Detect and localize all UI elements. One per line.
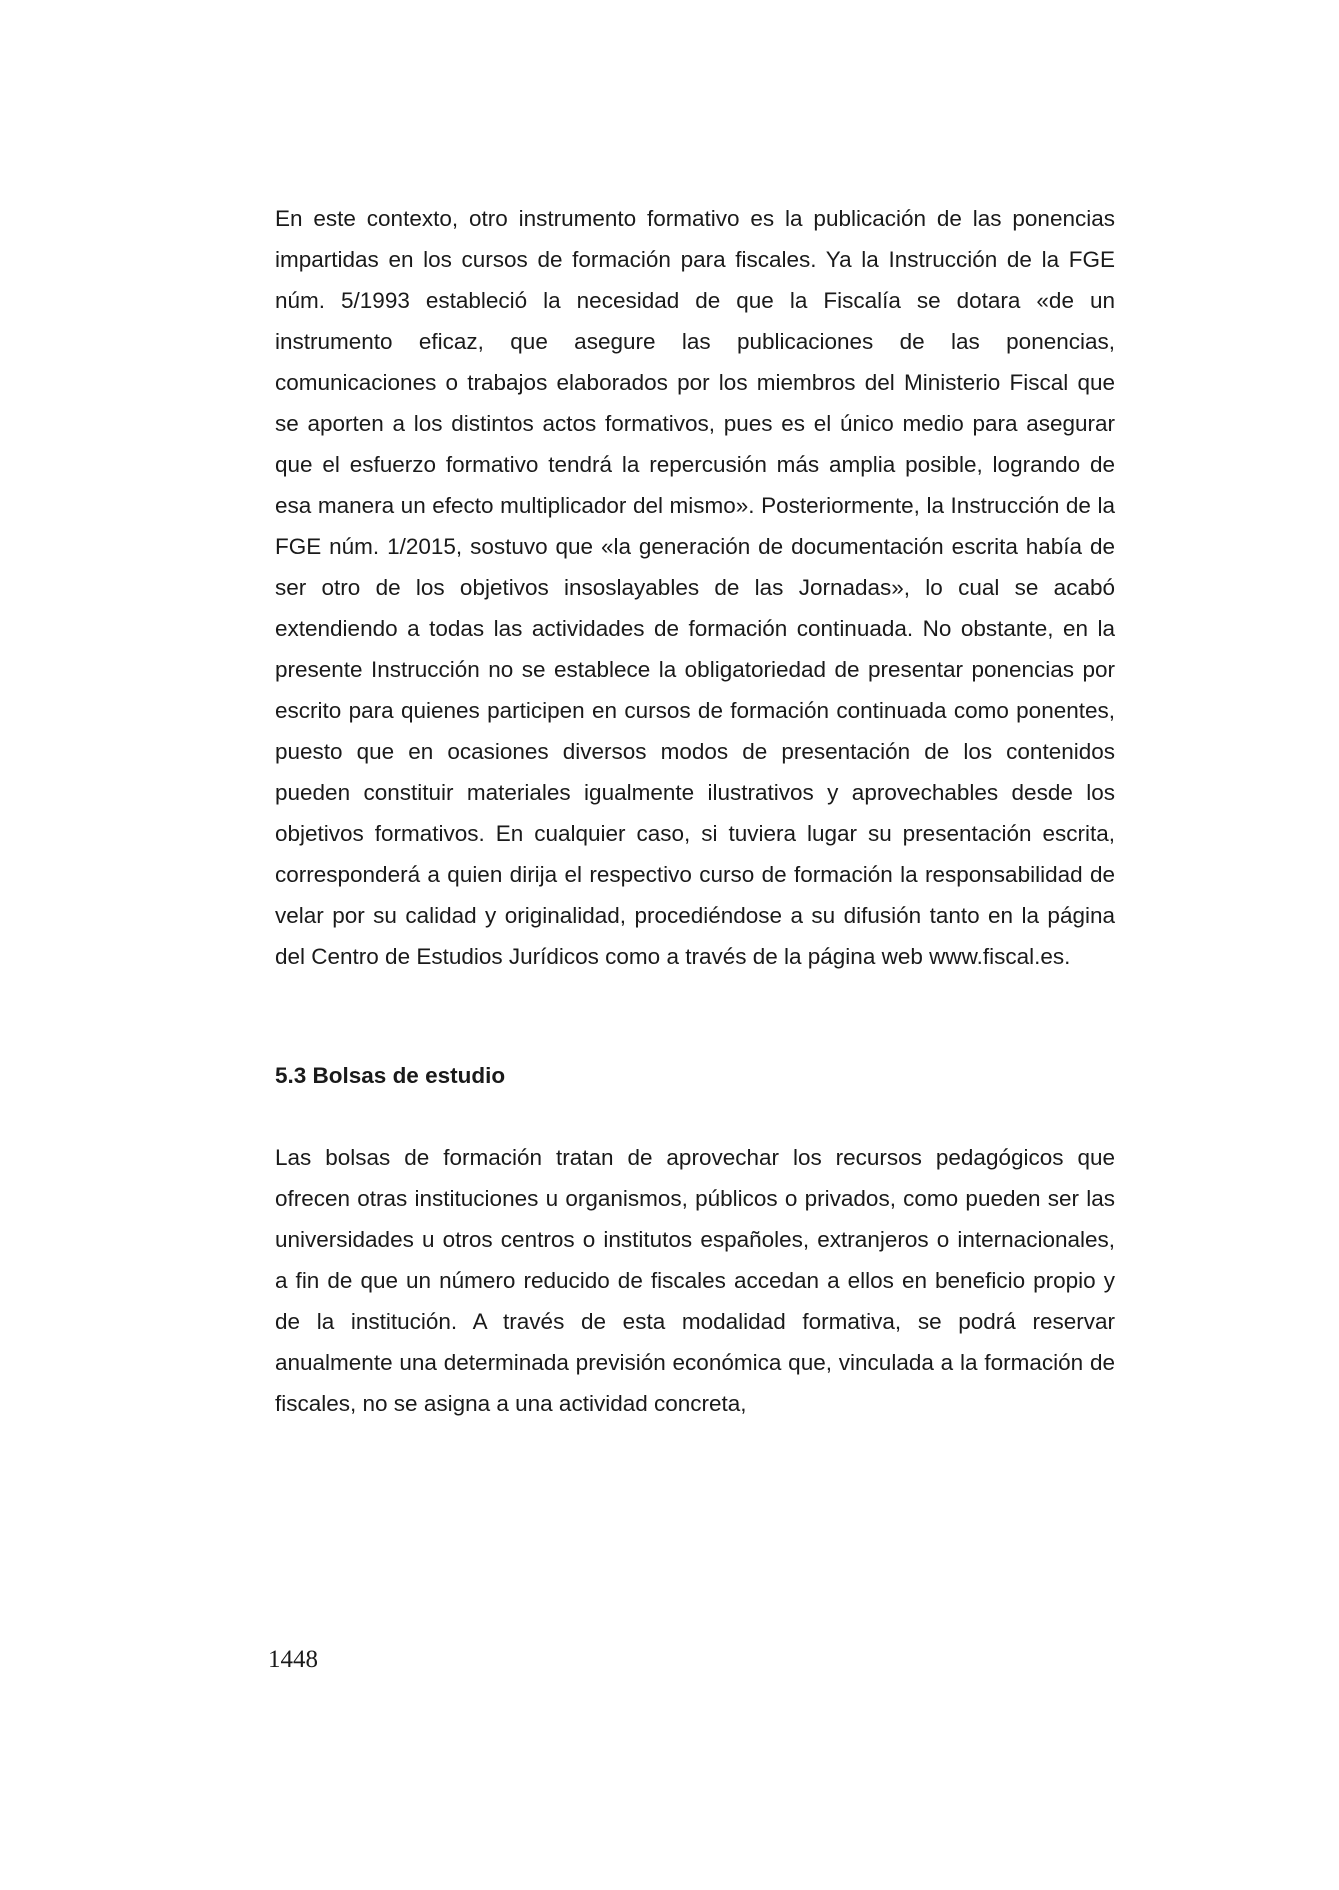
body-paragraph-bolsas: Las bolsas de formación tratan de aprovechar los recursos pedagógicos que ofrecen otras instituciones u organismos, públicos o privados, como pueden ser las universidades u otros centros o institutos españoles, extranjeros o internacionales, a fin de que un número reducido de fiscales accedan a ellos en beneficio propio y de la institución. A través de esta modalidad formativa, se podrá reservar anualmente una determinada previsión económica que, vinculada a la formación de fiscales, no se asigna a una actividad concreta, — [275, 1145, 1115, 1416]
page-number: 1448 — [268, 1646, 318, 1673]
body-paragraph-publicaciones: En este contexto, otro instrumento formativo es la publicación de las ponencias impartidas en los cursos de formación para fiscales. Ya la Instrucción de la FGE núm. 5/1993 estableció la necesidad de que la Fiscalía se dotara «de un instrumento eficaz, que asegure las publicaciones de las ponencias, comunicaciones o trabajos elaborados por los miembros del Ministerio Fiscal que se aporten a los distintos actos formativos, pues es el único medio para asegurar que el esfuerzo formativo tendrá la repercusión más amplia posible, logrando de esa manera un efecto multiplicador del mismo». Posteriormente, la Instrucción de la FGE núm. 1/2015, sostuvo que «la generación de documentación escrita había de ser otro de los objetivos insoslayables de las Jornadas», lo cual se acabó extendiendo a todas las actividades de formación continuada. No obstante, en la presente Instrucción no se establece la obligatoriedad de presentar ponencias por escrito para quienes participen en cursos de formación continuada como ponentes, puesto que en ocasiones diversos modos de presentación de los contenidos pueden constituir materiales igualmente ilustrativos y aprovechables desde los objetivos formativos. En cualquier caso, si tuviera lugar su presentación escrita, corresponderá a quien dirija el respectivo curso de formación la responsabilidad de velar por su calidad y originalidad, procediéndose a su difusión tanto en la página del Centro de Estudios Jurídicos como a través de la página web www.fiscal.es. — [275, 206, 1115, 969]
section-heading: 5.3 Bolsas de estudio — [275, 1063, 506, 1088]
